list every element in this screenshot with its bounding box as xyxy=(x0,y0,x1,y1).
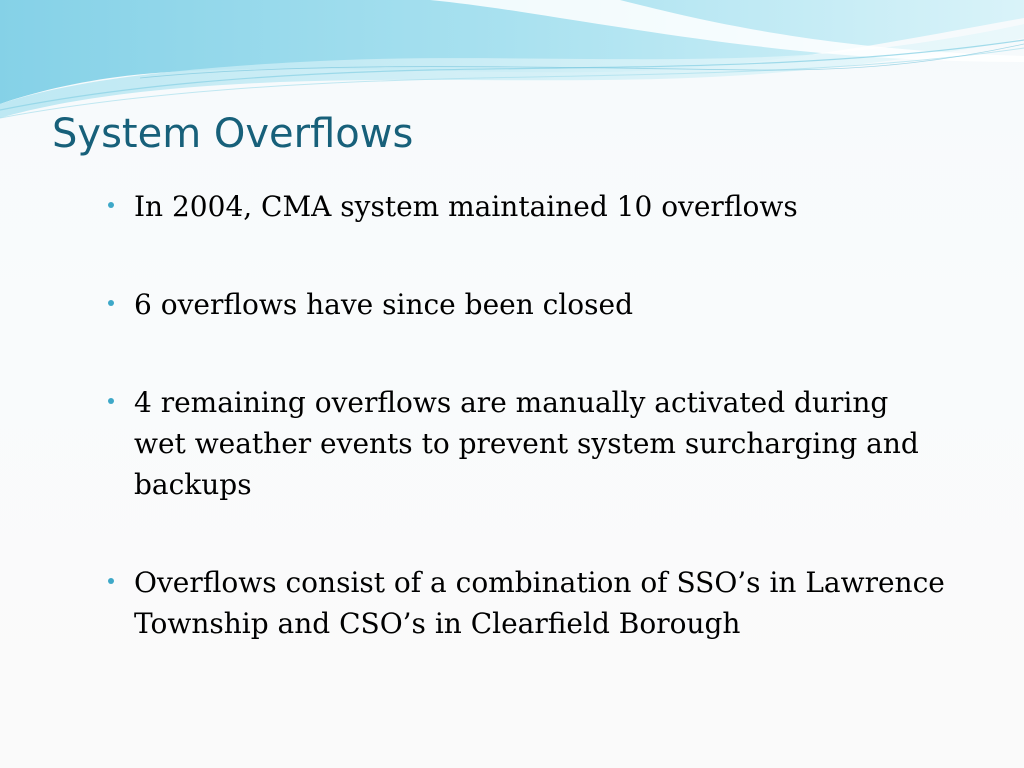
bullet-text: In 2004, CMA system maintained 10 overflows xyxy=(134,190,798,223)
bullet-text: 6 overflows have since been closed xyxy=(134,288,633,321)
bullet-item xyxy=(108,186,948,227)
bullet-item xyxy=(108,382,948,505)
bullet-marker-icon xyxy=(108,202,114,208)
slide-title: System Overflows xyxy=(52,111,414,157)
bullet-item xyxy=(108,284,948,325)
bullet-marker-icon xyxy=(108,300,114,306)
bullet-item xyxy=(108,562,948,644)
bullet-text: 4 remaining overflows are manually activated during wet weather events to prevent system surcharging and backups xyxy=(134,386,919,501)
bullet-text: Overflows consist of a combination of SSO’s in Lawrence Township and CSO’s in Clearfield Borough xyxy=(134,566,945,640)
bullet-list xyxy=(108,186,948,701)
bullet-marker-icon xyxy=(108,578,114,584)
bullet-marker-icon xyxy=(108,398,114,404)
